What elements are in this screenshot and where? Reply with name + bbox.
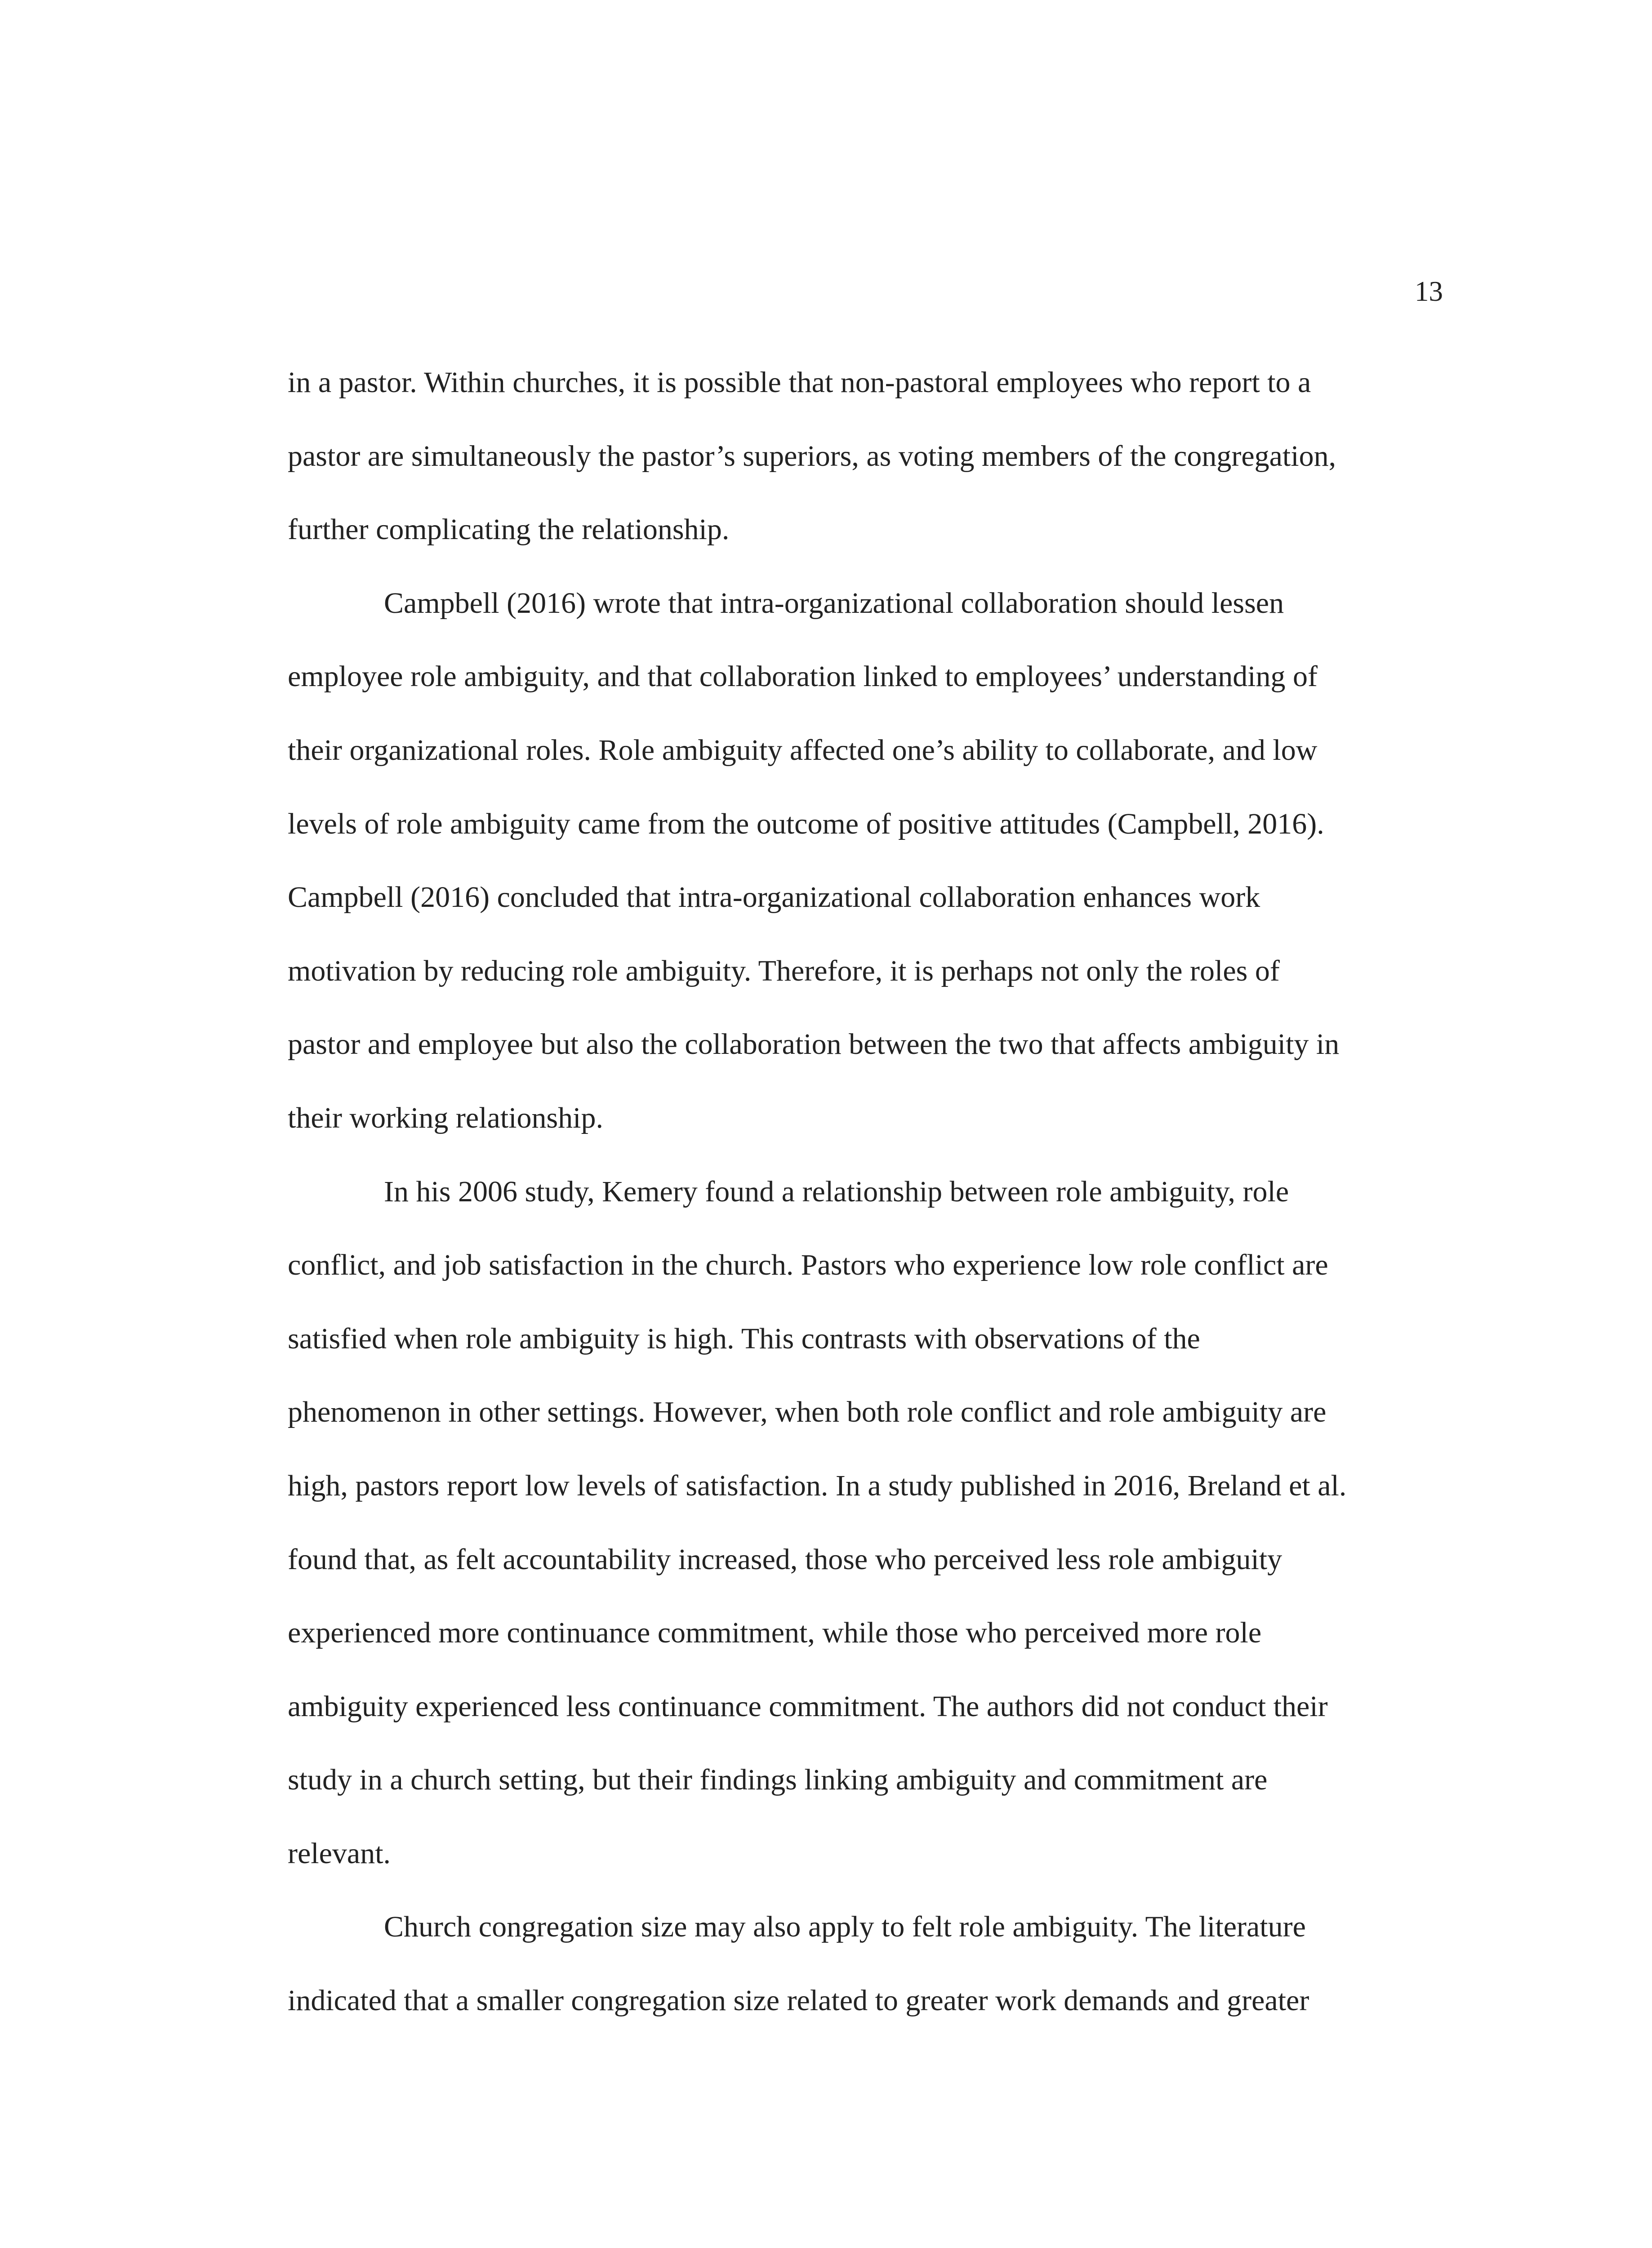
text-line: study in a church setting, but their findings linking ambiguity and commitment are — [288, 1763, 1268, 1797]
text-line: relevant. — [288, 1837, 391, 1870]
paragraph-first-line: In his 2006 study, Kemery found a relationship between role ambiguity, role — [384, 1175, 1289, 1208]
paragraph-first-line: Church congregation size may also apply to felt role ambiguity. The literature — [384, 1910, 1306, 1944]
text-line: their working relationship. — [288, 1101, 604, 1134]
text-line: Campbell (2016) concluded that intra-organizational collaboration enhances work — [288, 881, 1260, 914]
text-line: phenomenon in other settings. However, when both role conflict and role ambiguity are — [288, 1396, 1327, 1429]
text-line: conflict, and job satisfaction in the church. Pastors who experience low role conflict are — [288, 1249, 1328, 1282]
page-number: 13 — [1415, 276, 1443, 307]
text-line: levels of role ambiguity came from the outcome of positive attitudes (Campbell, 2016). — [288, 807, 1324, 840]
text-line: indicated that a smaller congregation size related to greater work demands and greater — [288, 1984, 1309, 2017]
text-line: motivation by reducing role ambiguity. Therefore, it is perhaps not only the roles of — [288, 954, 1280, 987]
text-line: found that, as felt accountability increased, those who perceived less role ambiguity — [288, 1543, 1282, 1576]
text-line: employee role ambiguity, and that collaboration linked to employees’ understanding of — [288, 660, 1318, 693]
text-line: ambiguity experienced less continuance commitment. The authors did not conduct their — [288, 1690, 1328, 1723]
text-line: experienced more continuance commitment, while those who perceived more role — [288, 1616, 1262, 1650]
text-line: their organizational roles. Role ambiguity affected one’s ability to collaborate, and low — [288, 733, 1318, 767]
text-line: high, pastors report low levels of satisfaction. In a study published in 2016, Breland et al. — [288, 1469, 1347, 1502]
text-line: satisfied when role ambiguity is high. This contrasts with observations of the — [288, 1322, 1200, 1355]
body-text — [288, 360, 1425, 2052]
text-line: in a pastor. Within churches, it is possible that non-pastoral employees who report to a — [288, 366, 1311, 399]
text-line: pastor and employee but also the collaboration between the two that affects ambiguity in — [288, 1028, 1340, 1061]
text-line: further complicating the relationship. — [288, 513, 730, 546]
text-line: pastor are simultaneously the pastor’s superiors, as voting members of the congregation, — [288, 439, 1336, 473]
paragraph-first-line: Campbell (2016) wrote that intra-organizational collaboration should lessen — [384, 586, 1284, 620]
